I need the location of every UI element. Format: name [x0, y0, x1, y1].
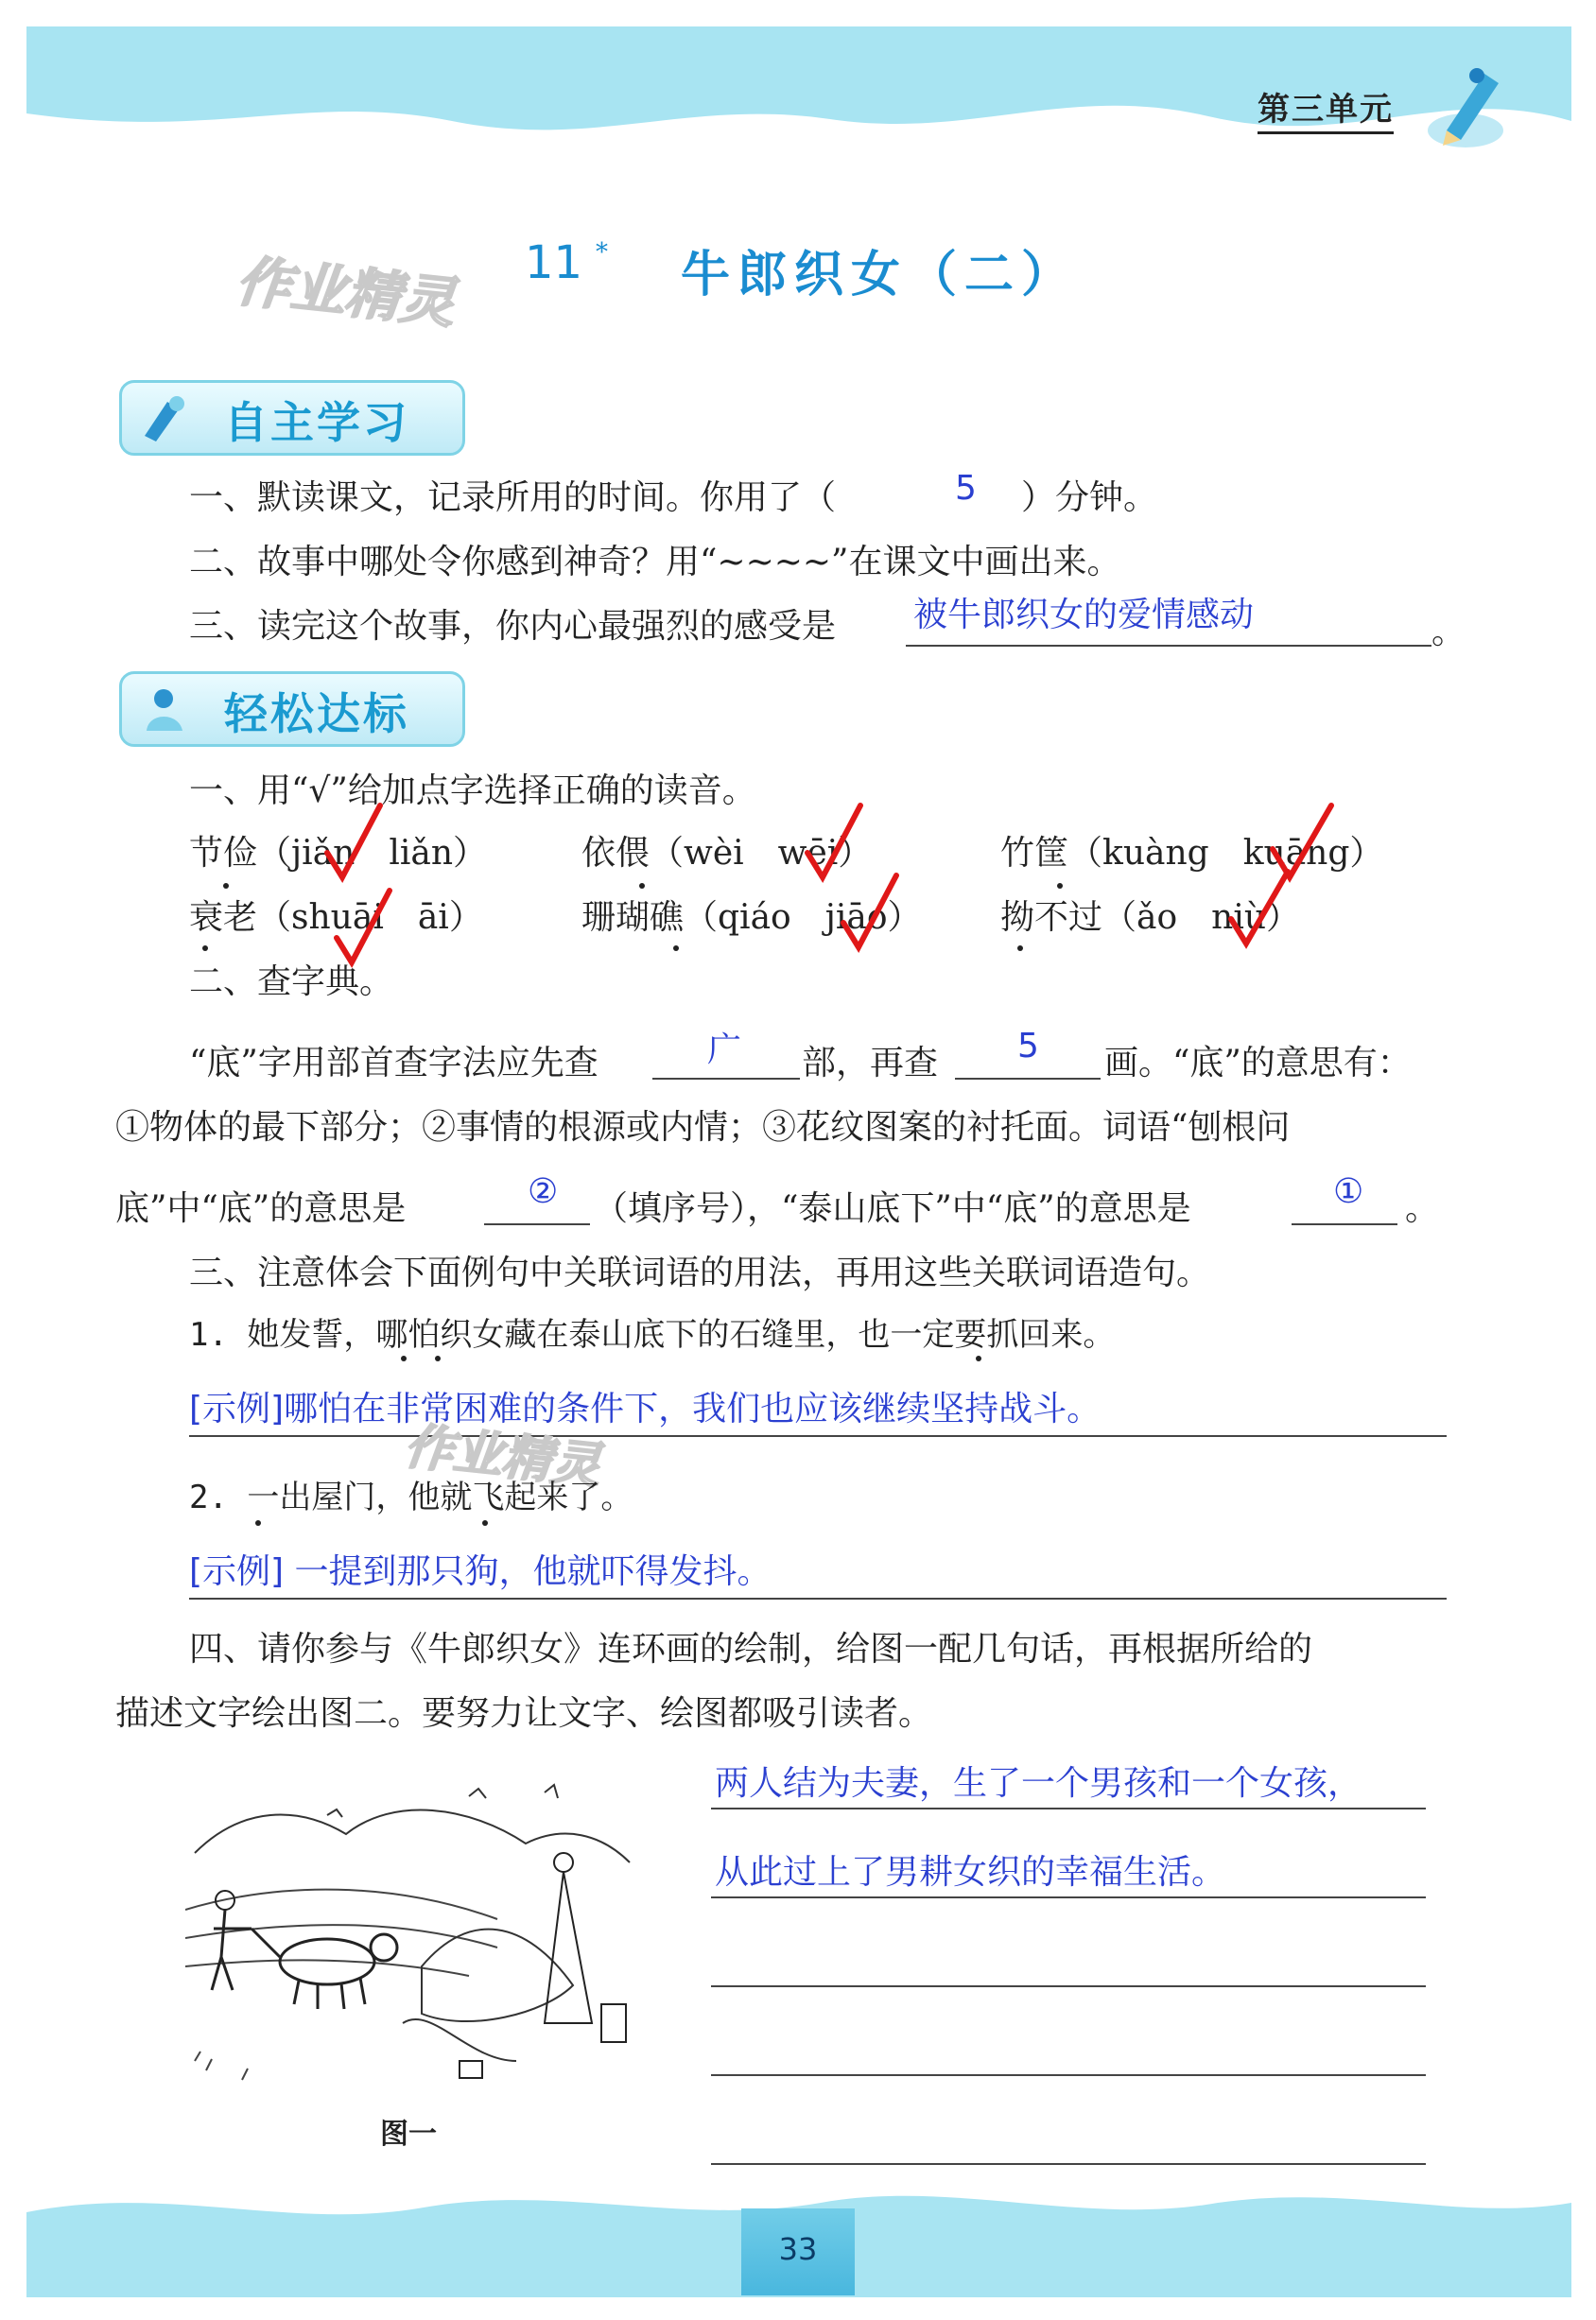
dict-line3-c: 。	[1405, 1189, 1440, 1228]
dict-line1-c: 画。“底”的意思有：	[1104, 1044, 1412, 1082]
pencil-leaf-icon	[139, 392, 190, 443]
pencil-icon	[1418, 55, 1522, 159]
pinyin-options: （shuāi āi）	[257, 898, 483, 937]
dict-radical-underline	[652, 1078, 800, 1080]
answer-2-underline	[189, 1598, 1447, 1600]
pinyin-word: 依偎	[581, 834, 651, 873]
dict-answer-strokes: 5	[1017, 1027, 1039, 1065]
person-icon	[139, 684, 190, 735]
writing-line	[711, 1808, 1426, 1809]
emphasis-dot	[1057, 883, 1063, 889]
practice-q2-title: 二、查字典。	[189, 962, 394, 1001]
emphasis-dot	[976, 1356, 981, 1361]
emphasis-dot	[401, 1356, 407, 1361]
pinyin-options: （ǎo niù）	[1102, 898, 1301, 937]
figure-one-illustration	[185, 1777, 639, 2099]
dict-line1-a: “底”字用部首查字法应先查	[189, 1044, 598, 1082]
dict-line2: ①物体的最下部分；②事情的根源或内情；③花纹图案的衬托面。词语“刨根问	[115, 1108, 1291, 1147]
section-badge-self-study	[119, 380, 465, 456]
section-title-practice: 轻松达标	[224, 688, 409, 739]
self-q3-underline	[906, 645, 1431, 647]
practice-q4-line1: 四、请你参与《牛郎织女》连环画的绘制，给图一配几句话，再根据所给的	[189, 1630, 1313, 1669]
check-mark-icon	[321, 800, 388, 885]
self-q1-answer: 5	[955, 469, 977, 508]
writing-line	[711, 2163, 1426, 2165]
figure-caption: 图一	[380, 2118, 437, 2151]
pinyin-options: （jiǎn liǎn）	[257, 834, 488, 873]
dict-line3-b: （填序号），“泰山底下”中“底”的意思是	[594, 1189, 1191, 1228]
section-badge-practice	[119, 671, 465, 747]
self-q1-prefix: 一、默读课文，记录所用的时间。你用了（	[189, 478, 837, 517]
emphasis-dot	[639, 883, 645, 889]
emphasis-dot	[673, 945, 679, 951]
example-sentence-1: 1. 她发誓，哪怕织女藏在泰山底下的石缝里，也一定要抓回来。	[189, 1316, 1116, 1354]
self-q1-suffix: ）分钟。	[1021, 478, 1158, 517]
self-q3-answer: 被牛郎织女的爱情感动	[913, 596, 1255, 634]
lesson-star: *	[596, 238, 608, 267]
emphasis-dot	[255, 1520, 261, 1526]
dict-ans1-underline	[484, 1223, 590, 1225]
self-q3-suffix: 。	[1431, 613, 1466, 651]
dict-line1-b: 部，再查	[802, 1044, 939, 1082]
figure-answer-line2: 从此过上了男耕女织的幸福生活。	[715, 1853, 1226, 1892]
writing-line	[711, 1985, 1426, 1987]
check-mark-icon	[838, 870, 904, 955]
example-sentence-2: 2. 一出屋门，他就飞起来了。	[189, 1479, 633, 1516]
self-q3-prefix: 三、读完这个故事，你内心最强烈的感受是	[189, 607, 837, 646]
example-answer-2: [示例] 一提到那只狗，他就吓得发抖。	[189, 1552, 772, 1591]
figure-answer-line1: 两人结为夫妻，生了一个男孩和一个女孩，	[715, 1764, 1362, 1803]
dict-ans2-underline	[1292, 1223, 1397, 1225]
emphasis-dot	[223, 883, 229, 889]
answer-1-underline	[189, 1435, 1447, 1437]
pinyin-word: 竹筐	[1000, 834, 1069, 873]
page-number: 33	[778, 2231, 818, 2267]
emphasis-dot	[435, 1356, 441, 1361]
emphasis-dot	[482, 1520, 488, 1526]
writing-line	[711, 2074, 1426, 2076]
dict-answer-meaning-2: ①	[1333, 1172, 1364, 1211]
pinyin-word: 节俭	[189, 834, 258, 873]
watermark-middle: 作业精灵	[401, 1418, 604, 1496]
dict-answer-meaning-1: ②	[528, 1172, 559, 1211]
pinyin-options: （wèi wēi）	[650, 834, 873, 873]
pinyin-word: 珊瑚礁	[581, 898, 685, 937]
pinyin-options: （qiáo jiāo）	[684, 898, 922, 937]
practice-q1-title: 一、用“√”给加点字选择正确的读音。	[189, 771, 756, 810]
pinyin-word: 衰老	[189, 898, 258, 937]
check-mark-icon	[1225, 866, 1295, 951]
lesson-number: 11	[525, 236, 583, 289]
writing-line	[711, 1896, 1426, 1898]
pinyin-options: （kuàng kuāng）	[1068, 834, 1384, 873]
pinyin-word: 拗不过	[1000, 898, 1103, 937]
section-title-self-study: 自主学习	[224, 397, 409, 448]
unit-label: 第三单元	[1258, 83, 1394, 134]
emphasis-dot	[1017, 945, 1023, 951]
dict-strokes-underline	[955, 1078, 1101, 1080]
page-title: 牛郎织女（二）	[681, 247, 1079, 303]
practice-q3-title: 三、注意体会下面例句中关联词语的用法，再用这些关联词语造句。	[189, 1254, 1211, 1292]
practice-q4-line2: 描述文字绘出图二。要努力让文字、绘图都吸引读者。	[115, 1694, 933, 1733]
self-q2: 二、故事中哪处令你感到神奇？用“~~~~”在课文中画出来。	[189, 543, 1121, 581]
emphasis-dot	[202, 945, 208, 951]
example-answer-1: [示例]哪怕在非常困难的条件下，我们也应该继续坚持战斗。	[189, 1390, 1102, 1428]
watermark-title: 作业精灵	[233, 249, 459, 336]
dict-line3-a: 底”中“底”的意思是	[115, 1189, 407, 1228]
dict-answer-radical: 广	[707, 1030, 742, 1069]
